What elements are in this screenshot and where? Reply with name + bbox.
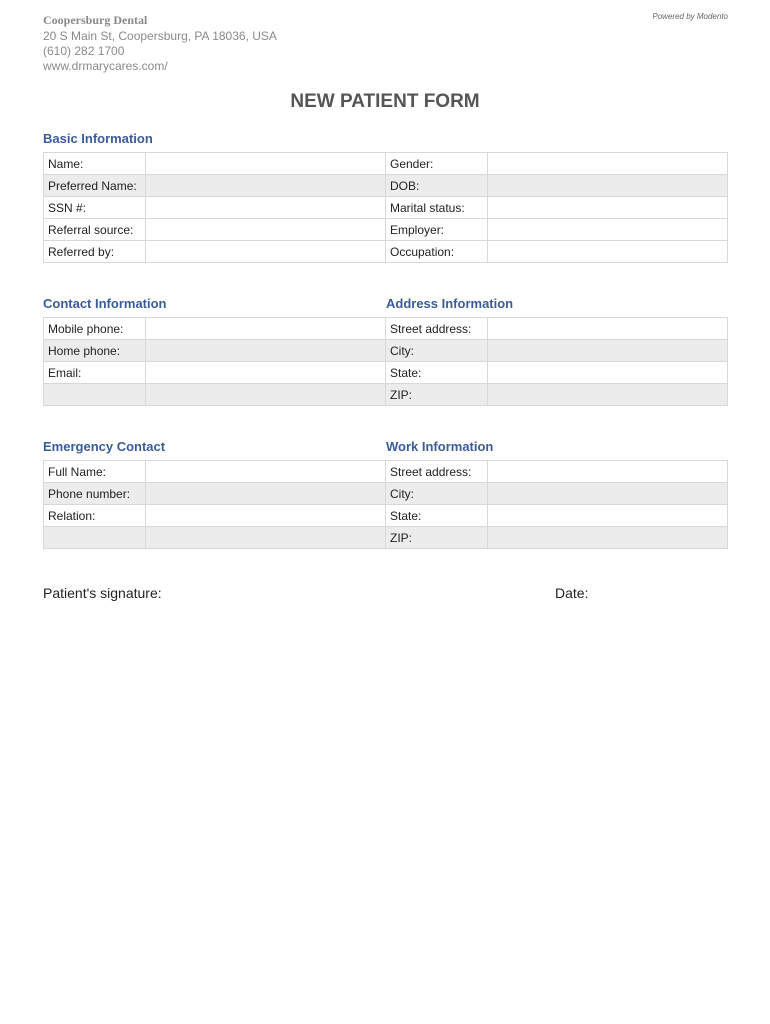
section-title-address-information: Address Information — [386, 296, 514, 311]
table-row — [386, 527, 728, 549]
field-label: Street address: — [386, 318, 488, 340]
field-label: SSN #: — [44, 197, 146, 219]
emergency-phone-field[interactable] — [146, 483, 386, 505]
table-row — [44, 153, 728, 175]
table-row — [44, 461, 386, 483]
field-label: Full Name: — [44, 461, 146, 483]
field-label: ZIP: — [386, 384, 488, 406]
section-title-contact-information: Contact Information — [43, 296, 167, 311]
field-label: Mobile phone: — [44, 318, 146, 340]
date-label: Date: — [555, 585, 589, 601]
field-label — [44, 527, 146, 549]
table-row — [44, 197, 728, 219]
field-label: ZIP: — [386, 527, 488, 549]
referred-by-field[interactable] — [146, 241, 386, 263]
emergency-relation-field[interactable] — [146, 505, 386, 527]
preferred-name-field[interactable] — [146, 175, 386, 197]
field-label: State: — [386, 505, 488, 527]
field-label: City: — [386, 483, 488, 505]
email-field[interactable] — [146, 362, 386, 384]
form-title: NEW PATIENT FORM — [290, 91, 480, 112]
table-row — [44, 318, 386, 340]
section-title-work-information: Work Information — [386, 439, 494, 454]
table-row — [386, 505, 728, 527]
ssn-field[interactable] — [146, 197, 386, 219]
table-row — [44, 505, 386, 527]
table-row — [44, 384, 386, 406]
employer-field[interactable] — [488, 219, 728, 241]
field-label: Employer: — [386, 219, 488, 241]
section-title-basic-information: Basic Information — [43, 131, 153, 146]
table-row — [44, 527, 386, 549]
field-label: Home phone: — [44, 340, 146, 362]
table-row — [44, 340, 386, 362]
table-row — [44, 175, 728, 197]
marital-status-field[interactable] — [488, 197, 728, 219]
field-label: Name: — [44, 153, 146, 175]
work-information-table — [385, 460, 728, 549]
practice-phone: (610) 282 1700 — [43, 44, 125, 58]
table-row — [44, 241, 728, 263]
field-label: Marital status: — [386, 197, 488, 219]
field-label: City: — [386, 340, 488, 362]
street-address-field[interactable] — [488, 318, 728, 340]
name-field[interactable] — [146, 153, 386, 175]
gender-field[interactable] — [488, 153, 728, 175]
field-label: Gender: — [386, 153, 488, 175]
table-row — [386, 461, 728, 483]
practice-website[interactable]: www.drmarycares.com/ — [43, 59, 168, 73]
contact-information-table — [43, 317, 386, 406]
patient-signature-label: Patient's signature: — [43, 585, 162, 601]
table-row — [44, 483, 386, 505]
table-row — [386, 318, 728, 340]
empty-field[interactable] — [146, 384, 386, 406]
table-row — [386, 384, 728, 406]
table-row — [386, 483, 728, 505]
work-street-address-field[interactable] — [488, 461, 728, 483]
field-label: Email: — [44, 362, 146, 384]
home-phone-field[interactable] — [146, 340, 386, 362]
basic-information-table — [43, 152, 728, 263]
field-label: Referral source: — [44, 219, 146, 241]
mobile-phone-field[interactable] — [146, 318, 386, 340]
field-label: DOB: — [386, 175, 488, 197]
field-label — [44, 384, 146, 406]
table-row — [44, 362, 386, 384]
field-label: Street address: — [386, 461, 488, 483]
work-state-field[interactable] — [488, 505, 728, 527]
dob-field[interactable] — [488, 175, 728, 197]
emergency-full-name-field[interactable] — [146, 461, 386, 483]
state-field[interactable] — [488, 362, 728, 384]
address-information-table — [385, 317, 728, 406]
practice-address: 20 S Main St, Coopersburg, PA 18036, USA — [43, 29, 277, 43]
zip-field[interactable] — [488, 384, 728, 406]
empty-field[interactable] — [146, 527, 386, 549]
referral-source-field[interactable] — [146, 219, 386, 241]
table-row — [386, 362, 728, 384]
field-label: State: — [386, 362, 488, 384]
emergency-contact-table — [43, 460, 386, 549]
field-label: Phone number: — [44, 483, 146, 505]
field-label: Relation: — [44, 505, 146, 527]
city-field[interactable] — [488, 340, 728, 362]
work-zip-field[interactable] — [488, 527, 728, 549]
practice-name: Coopersburg Dental — [43, 13, 148, 27]
field-label: Occupation: — [386, 241, 488, 263]
section-title-emergency-contact: Emergency Contact — [43, 439, 166, 454]
table-row — [44, 219, 728, 241]
occupation-field[interactable] — [488, 241, 728, 263]
powered-by-label: Powered by Modento — [652, 12, 728, 21]
table-row — [386, 340, 728, 362]
field-label: Referred by: — [44, 241, 146, 263]
work-city-field[interactable] — [488, 483, 728, 505]
field-label: Preferred Name: — [44, 175, 146, 197]
